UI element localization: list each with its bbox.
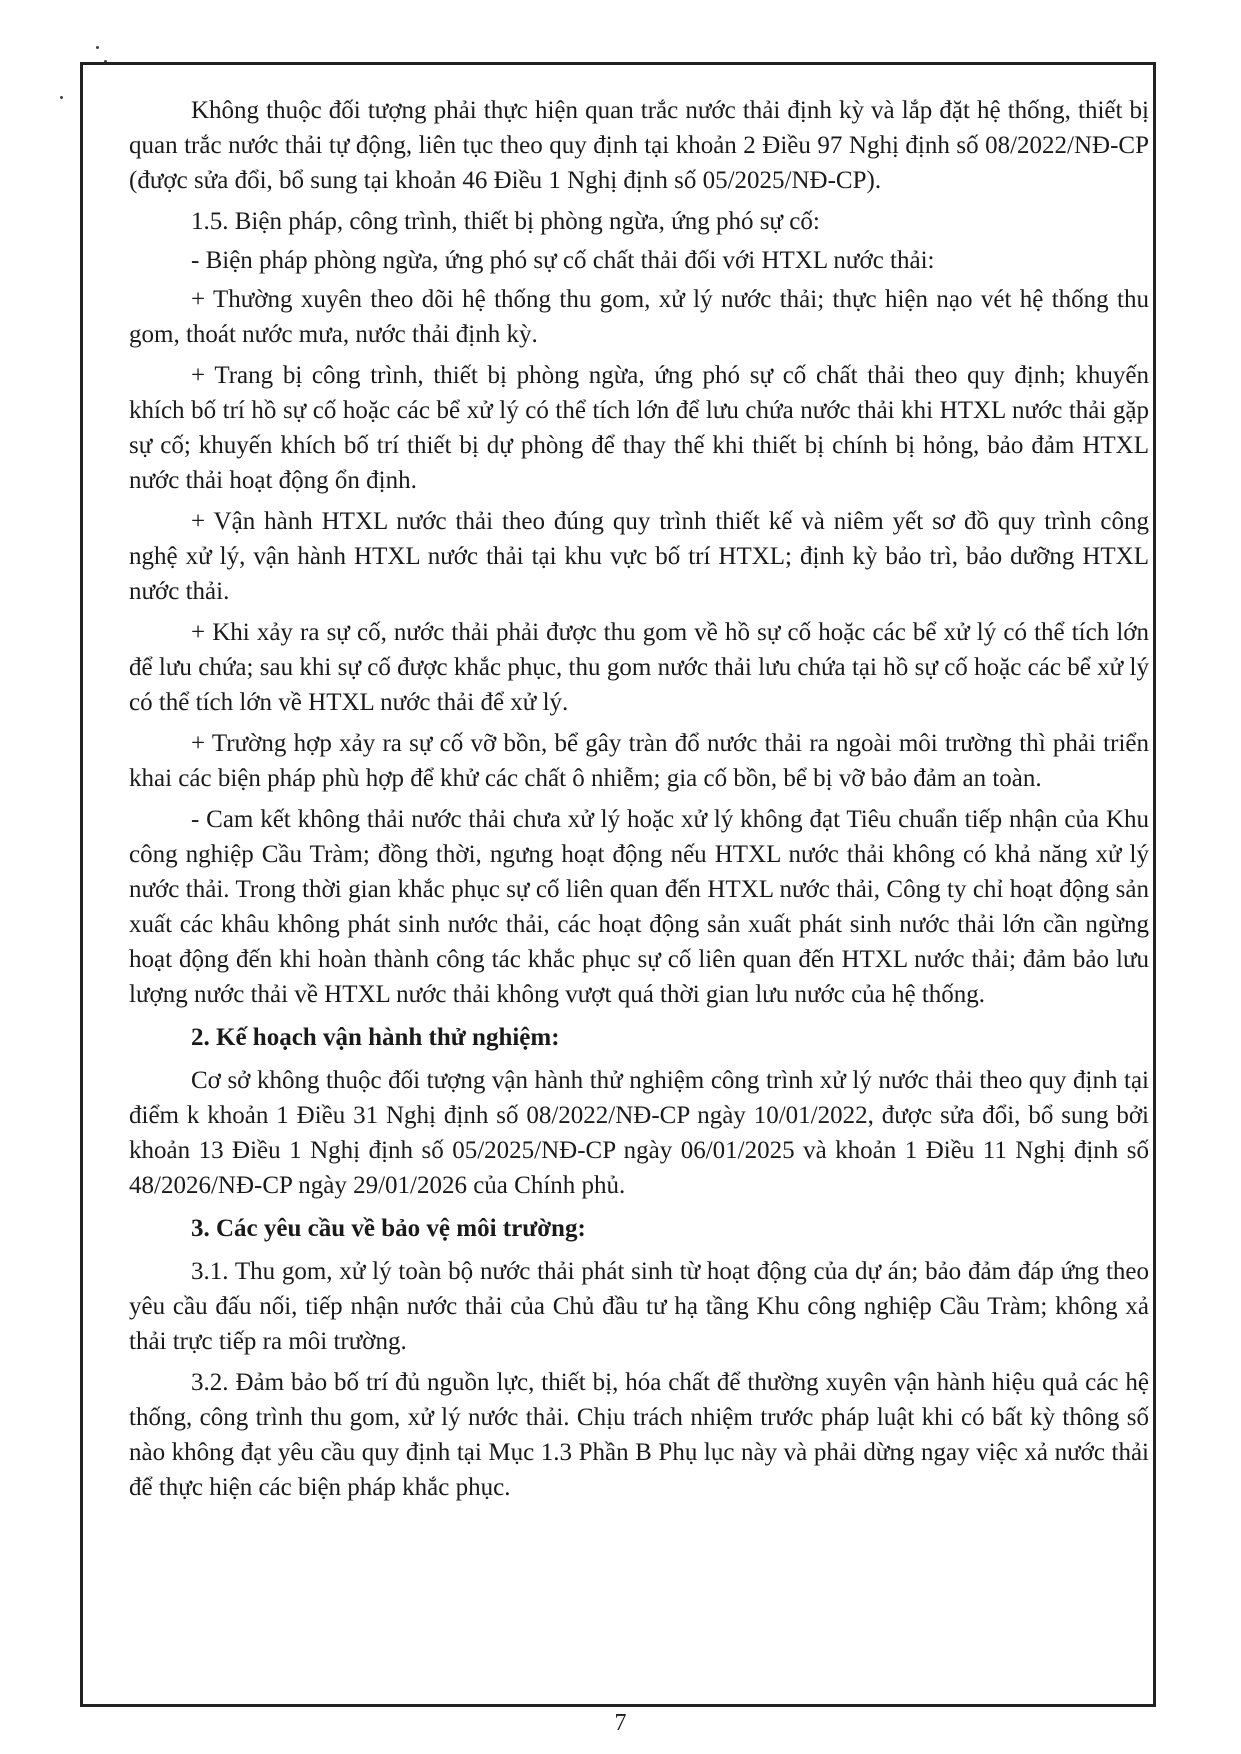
paragraph-tank-rupture: + Trường hợp xảy ra sự cố vỡ bồn, bể gây tràn đổ nước thải ra ngoài môi trường thì phải triển khai các biện pháp phù hợp để khử các chất ô nhiễm; gia cố bồn, bể bị vỡ bảo đảm an toàn. <box>129 730 1149 792</box>
paragraph-incident-collection: + Khi xảy ra sự cố, nước thải phải được thu gom về hồ sự cố hoặc các bể xử lý có thể tích lớn để lưu chứa; sau khi sự cố được khắc phục, thu gom nước thải lưu chứa tại hồ sự cố hoặc các bể xử lý có thể tích lớn về HTXL nước thải để xử lý. <box>129 619 1149 716</box>
paragraph-operation: + Vận hành HTXL nước thải theo đúng quy trình thiết kế và niêm yết sơ đồ quy trình công nghệ xử lý, vận hành HTXL nước thải tại khu vực bố trí HTXL; định kỳ bảo trì, bảo dưỡng HTXL nước thải. <box>129 508 1149 605</box>
scan-speck <box>96 46 99 49</box>
paragraph-trial-operation: Cơ sở không thuộc đối tượng vận hành thử nghiệm công trình xử lý nước thải theo quy định tại điểm k khoản 1 Điều 31 Nghị định số 08/2022/NĐ-CP ngày 10/01/2022, được sửa đổi, bổ sung bởi khoản 13 Điều 1 Nghị định số 05/2025/NĐ-CP ngày 06/01/2025 và khoản 1 Điều 11 Nghị định số 48/2026/NĐ-CP ngày 29/01/2026 của Chính phủ. <box>129 1067 1149 1199</box>
heading-trial-operation: 2. Kế hoạch vận hành thử nghiệm: <box>191 1024 560 1051</box>
paragraph-prevention-measures: - Biện pháp phòng ngừa, ứng phó sự cố chất thải đối với HTXL nước thải: <box>191 247 935 274</box>
document-body <box>129 93 1149 1511</box>
page-number: 7 <box>614 1710 627 1736</box>
paragraph-3-1: 3.1. Thu gom, xử lý toàn bộ nước thải phát sinh từ hoạt động của dự án; bảo đảm đáp ứng theo yêu cầu đấu nối, tiếp nhận nước thải của Chủ đầu tư hạ tầng Khu công nghiệp Cầu Tràm; không xả thải trực tiếp ra môi trường. <box>129 1258 1149 1355</box>
paragraph-regular-monitoring: + Thường xuyên theo dõi hệ thống thu gom, xử lý nước thải; thực hiện nạo vét hệ thống thu gom, thoát nước mưa, nước thải định kỳ. <box>129 286 1149 348</box>
paragraph-3-2: 3.2. Đảm bảo bố trí đủ nguồn lực, thiết bị, hóa chất để thường xuyên vận hành hiệu quả các hệ thống, công trình thu gom, xử lý nước thải. Chịu trách nhiệm trước pháp luật khi có bất kỳ thông số nào không đạt yêu cầu quy định tại Mục 1.3 Phần B Phụ lục này và phải dừng ngay việc xả nước thải để thực hiện các biện pháp khắc phục. <box>129 1369 1149 1501</box>
scan-speck <box>60 96 63 99</box>
paragraph-equipment: + Trang bị công trình, thiết bị phòng ngừa, ứng phó sự cố chất thải theo quy định; khuyến khích bố trí hồ sự cố hoặc các bể xử lý có thể tích lớn để lưu chứa nước thải khi HTXL nước thải gặp sự cố; khuyến khích bố trí thiết bị dự phòng để thay thế khi thiết bị chính bị hỏng, bảo đảm HTXL nước thải hoạt động ổn định. <box>129 362 1149 494</box>
heading-environmental-requirements: 3. Các yêu cầu về bảo vệ môi trường: <box>191 1215 586 1242</box>
paragraph-commitment: - Cam kết không thải nước thải chưa xử lý hoặc xử lý không đạt Tiêu chuẩn tiếp nhận của Khu công nghiệp Cầu Tràm; đồng thời, ngưng hoạt động nếu HTXL nước thải không có khả năng xử lý nước thải. Trong thời gian khắc phục sự cố liên quan đến HTXL nước thải, Công ty chỉ hoạt động sản xuất các khâu không phát sinh nước thải, các hoạt động sản xuất phát sinh nước thải lớn cần ngừng hoạt động đến khi hoàn thành công tác khắc phục sự cố liên quan đến HTXL nước thải; đảm bảo lưu lượng nước thải về HTXL nước thải không vượt quá thời gian lưu nước của hệ thống. <box>129 806 1149 1008</box>
paragraph-monitoring-exemption: Không thuộc đối tượng phải thực hiện quan trắc nước thải định kỳ và lắp đặt hệ thống, thiết bị quan trắc nước thải tự động, liên tục theo quy định tại khoản 2 Điều 97 Nghị định số 08/2022/NĐ-CP (được sửa đổi, bổ sung tại khoản 46 Điều 1 Nghị định số 05/2025/NĐ-CP). <box>129 97 1149 194</box>
paragraph-1-5-title: 1.5. Biện pháp, công trình, thiết bị phòng ngừa, ứng phó sự cố: <box>191 208 820 235</box>
